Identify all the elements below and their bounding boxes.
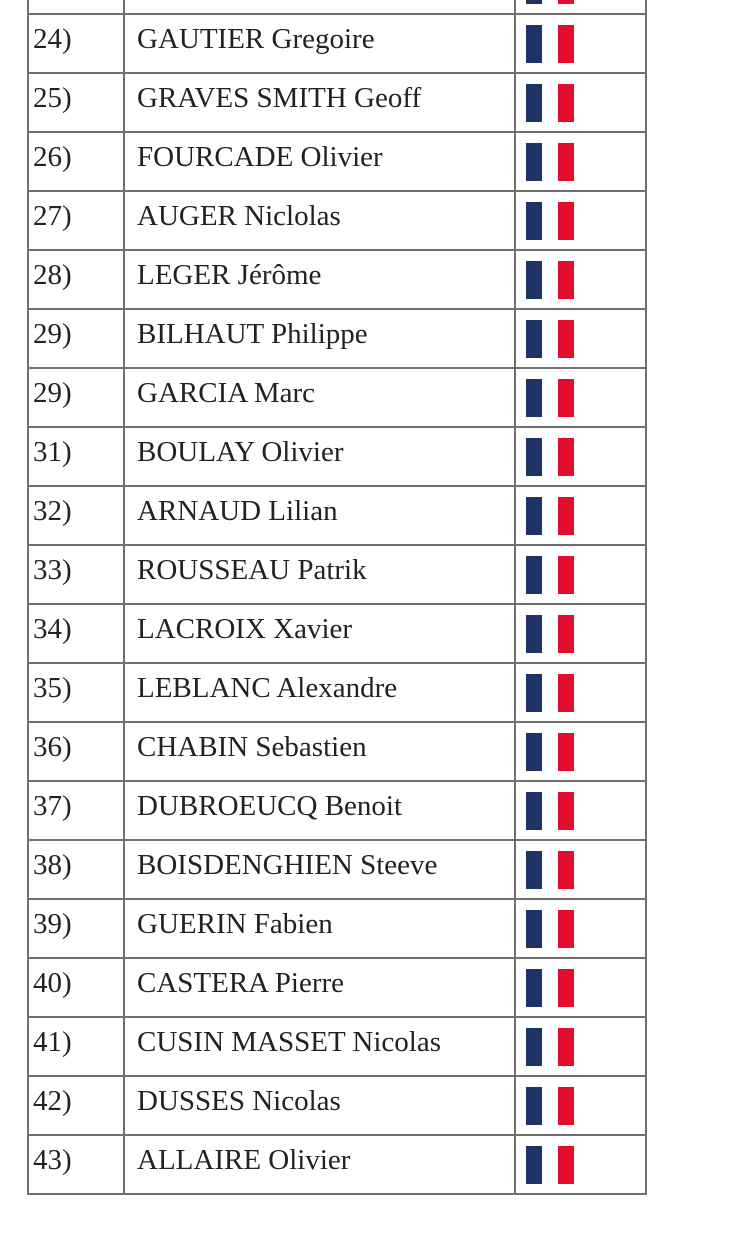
table-row	[28, 1135, 646, 1194]
name-cell	[124, 722, 515, 781]
flag-band-red	[558, 1028, 574, 1066]
participant-name: DUBROEUCQ Benoit	[137, 790, 403, 822]
flag-cell	[515, 663, 646, 722]
flag-band-blue	[526, 438, 542, 476]
france-flag-icon	[526, 438, 574, 476]
flag-cell	[515, 1076, 646, 1135]
flag-band-white	[542, 320, 558, 358]
france-flag-icon	[526, 556, 574, 594]
flag-band-blue	[526, 674, 542, 712]
rank-cell	[28, 0, 124, 14]
table-row	[28, 545, 646, 604]
rank-cell	[28, 132, 124, 191]
rank-cell	[28, 545, 124, 604]
table-row	[28, 840, 646, 899]
name-cell	[124, 958, 515, 1017]
rank-cell	[28, 191, 124, 250]
table-row	[28, 0, 646, 14]
france-flag-icon	[526, 261, 574, 299]
name-cell	[124, 14, 515, 73]
flag-band-red	[558, 202, 574, 240]
participant-name: CUSIN MASSET Nicolas	[137, 1026, 441, 1058]
flag-cell	[515, 368, 646, 427]
flag-band-white	[542, 792, 558, 830]
flag-cell	[515, 309, 646, 368]
name-cell	[124, 545, 515, 604]
name-cell	[124, 604, 515, 663]
france-flag-icon	[526, 910, 574, 948]
rank-text: 34)	[33, 613, 72, 645]
rank-text: 25)	[33, 82, 72, 114]
flag-band-blue	[526, 84, 542, 122]
flag-band-blue	[526, 969, 542, 1007]
participant-name: CHABIN Sebastien	[137, 731, 367, 763]
rank-text: 29)	[33, 318, 72, 350]
flag-band-blue	[526, 25, 542, 63]
name-cell	[124, 1135, 515, 1194]
table-row	[28, 309, 646, 368]
flag-band-blue	[526, 615, 542, 653]
rank-text: 41)	[33, 1026, 72, 1058]
rank-cell	[28, 309, 124, 368]
table-row	[28, 1017, 646, 1076]
name-cell	[124, 250, 515, 309]
table-row	[28, 958, 646, 1017]
participant-name: ALLAIRE Olivier	[137, 1144, 351, 1176]
flag-band-white	[542, 25, 558, 63]
flag-band-blue	[526, 261, 542, 299]
rank-text: 24)	[33, 23, 72, 55]
table-row	[28, 781, 646, 840]
flag-band-blue	[526, 1146, 542, 1184]
results-table-body	[28, 0, 646, 1194]
participant-name: ROUSSEAU Patrik	[137, 554, 367, 586]
flag-band-red	[558, 792, 574, 830]
rank-cell	[28, 1076, 124, 1135]
flag-band-white	[542, 1146, 558, 1184]
flag-cell	[515, 73, 646, 132]
table-row	[28, 604, 646, 663]
rank-text: 42)	[33, 1085, 72, 1117]
table-row	[28, 663, 646, 722]
france-flag-icon	[526, 615, 574, 653]
flag-cell	[515, 427, 646, 486]
flag-band-red	[558, 969, 574, 1007]
rank-cell	[28, 1135, 124, 1194]
flag-band-white	[542, 261, 558, 299]
france-flag-icon	[526, 202, 574, 240]
table-row	[28, 427, 646, 486]
participant-name: LEGER Jérôme	[137, 259, 322, 291]
flag-cell	[515, 1135, 646, 1194]
table-row	[28, 132, 646, 191]
name-cell	[124, 368, 515, 427]
rank-cell	[28, 427, 124, 486]
name-cell	[124, 191, 515, 250]
participant-name: GRAVES SMITH Geoff	[137, 82, 422, 114]
france-flag-icon	[526, 792, 574, 830]
flag-band-white	[542, 143, 558, 181]
flag-band-white	[542, 438, 558, 476]
participant-name: BOULAY Olivier	[137, 436, 344, 468]
flag-cell	[515, 132, 646, 191]
rank-cell	[28, 368, 124, 427]
france-flag-icon	[526, 1028, 574, 1066]
flag-band-white	[542, 733, 558, 771]
rank-cell	[28, 958, 124, 1017]
france-flag-icon	[526, 25, 574, 63]
france-flag-icon	[526, 320, 574, 358]
france-flag-icon	[526, 84, 574, 122]
flag-band-red	[558, 910, 574, 948]
flag-band-white	[542, 556, 558, 594]
rank-cell	[28, 840, 124, 899]
participant-name: DUSSES Nicolas	[137, 1085, 341, 1117]
flag-band-blue	[526, 910, 542, 948]
france-flag-icon	[526, 0, 574, 4]
flag-band-red	[558, 379, 574, 417]
rank-text: 37)	[33, 790, 72, 822]
flag-cell	[515, 899, 646, 958]
rank-text: 27)	[33, 200, 72, 232]
france-flag-icon	[526, 1146, 574, 1184]
flag-cell	[515, 486, 646, 545]
france-flag-icon	[526, 733, 574, 771]
table-row	[28, 899, 646, 958]
participant-name: AUGER Niclolas	[137, 200, 341, 232]
name-cell	[124, 1017, 515, 1076]
flag-band-blue	[526, 556, 542, 594]
table-row	[28, 14, 646, 73]
table-row	[28, 191, 646, 250]
rank-text: 40)	[33, 967, 72, 999]
flag-band-white	[542, 379, 558, 417]
participant-name: ARNAUD Lilian	[137, 495, 338, 527]
flag-cell	[515, 191, 646, 250]
participant-name: LACROIX Xavier	[137, 613, 353, 645]
flag-cell	[515, 0, 646, 14]
rank-cell	[28, 73, 124, 132]
table-row	[28, 1076, 646, 1135]
name-cell	[124, 663, 515, 722]
rank-cell	[28, 604, 124, 663]
flag-band-red	[558, 733, 574, 771]
rank-text: 39)	[33, 908, 72, 940]
flag-band-blue	[526, 1028, 542, 1066]
flag-band-white	[542, 851, 558, 889]
rank-text: 28)	[33, 259, 72, 291]
name-cell	[124, 1076, 515, 1135]
rank-text: 29)	[33, 377, 72, 409]
participant-name: GAUTIER Gregoire	[137, 23, 375, 55]
france-flag-icon	[526, 379, 574, 417]
flag-band-red	[558, 143, 574, 181]
flag-cell	[515, 14, 646, 73]
flag-band-blue	[526, 497, 542, 535]
rank-text: 38)	[33, 849, 72, 881]
flag-band-red	[558, 1146, 574, 1184]
name-cell	[124, 132, 515, 191]
flag-band-red	[558, 1087, 574, 1125]
flag-band-white	[542, 0, 558, 4]
name-cell	[124, 781, 515, 840]
flag-band-blue	[526, 851, 542, 889]
flag-band-red	[558, 84, 574, 122]
flag-band-blue	[526, 202, 542, 240]
participant-name: BILHAUT Philippe	[137, 318, 368, 350]
flag-band-white	[542, 1087, 558, 1125]
name-cell	[124, 427, 515, 486]
france-flag-icon	[526, 674, 574, 712]
flag-cell	[515, 1017, 646, 1076]
france-flag-icon	[526, 1087, 574, 1125]
flag-band-white	[542, 84, 558, 122]
rank-cell	[28, 722, 124, 781]
table-row	[28, 73, 646, 132]
flag-band-blue	[526, 143, 542, 181]
flag-cell	[515, 722, 646, 781]
flag-cell	[515, 545, 646, 604]
flag-cell	[515, 781, 646, 840]
flag-band-red	[558, 556, 574, 594]
france-flag-icon	[526, 969, 574, 1007]
rank-cell	[28, 486, 124, 545]
flag-cell	[515, 604, 646, 663]
france-flag-icon	[526, 143, 574, 181]
flag-band-blue	[526, 0, 542, 4]
flag-band-blue	[526, 1087, 542, 1125]
participant-name: CASTERA Pierre	[137, 967, 345, 999]
flag-band-red	[558, 25, 574, 63]
name-cell	[124, 899, 515, 958]
flag-band-blue	[526, 733, 542, 771]
participant-name: FOURCADE Olivier	[137, 141, 383, 173]
flag-band-red	[558, 615, 574, 653]
participant-name: GUERIN Fabien	[137, 908, 333, 940]
rank-text: 36)	[33, 731, 72, 763]
participant-name: BOISDENGHIEN Steeve	[137, 849, 438, 881]
flag-band-white	[542, 910, 558, 948]
table-row	[28, 368, 646, 427]
rank-text: 33)	[33, 554, 72, 586]
france-flag-icon	[526, 497, 574, 535]
name-cell	[124, 73, 515, 132]
flag-band-white	[542, 497, 558, 535]
rank-text: 35)	[33, 672, 72, 704]
flag-band-blue	[526, 792, 542, 830]
rank-text: 43)	[33, 1144, 72, 1176]
name-cell	[124, 840, 515, 899]
name-cell	[124, 0, 515, 14]
flag-band-red	[558, 0, 574, 4]
flag-cell	[515, 958, 646, 1017]
flag-band-red	[558, 497, 574, 535]
flag-band-white	[542, 202, 558, 240]
participant-name: LEBLANC Alexandre	[137, 672, 398, 704]
flag-band-red	[558, 438, 574, 476]
rank-cell	[28, 14, 124, 73]
name-cell	[124, 486, 515, 545]
flag-band-white	[542, 674, 558, 712]
rank-cell	[28, 663, 124, 722]
table-row	[28, 250, 646, 309]
flag-band-blue	[526, 379, 542, 417]
rank-text: 26)	[33, 141, 72, 173]
france-flag-icon	[526, 851, 574, 889]
flag-band-white	[542, 615, 558, 653]
flag-cell	[515, 250, 646, 309]
table-row	[28, 486, 646, 545]
rank-text: 31)	[33, 436, 72, 468]
rank-cell	[28, 250, 124, 309]
rank-cell	[28, 781, 124, 840]
flag-band-blue	[526, 320, 542, 358]
flag-band-red	[558, 674, 574, 712]
rank-cell	[28, 1017, 124, 1076]
table-row	[28, 722, 646, 781]
flag-band-red	[558, 320, 574, 358]
flag-band-white	[542, 1028, 558, 1066]
flag-band-red	[558, 261, 574, 299]
participant-name: GARCIA Marc	[137, 377, 316, 409]
name-cell	[124, 309, 515, 368]
flag-band-white	[542, 969, 558, 1007]
rank-cell	[28, 899, 124, 958]
results-table	[27, 0, 647, 1195]
rank-text: 32)	[33, 495, 72, 527]
flag-band-red	[558, 851, 574, 889]
flag-cell	[515, 840, 646, 899]
